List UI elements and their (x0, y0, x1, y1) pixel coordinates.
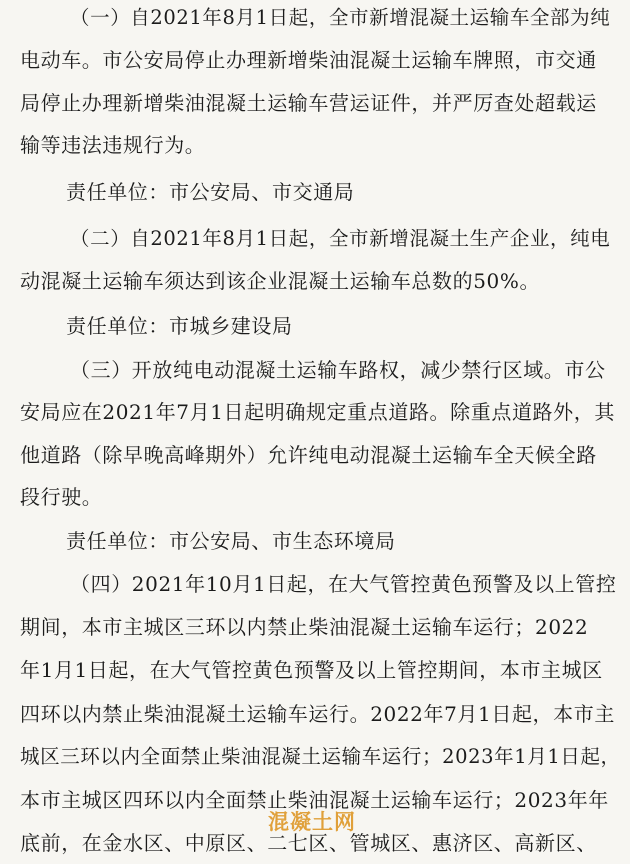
paragraph-1-line-1: （一）自2021年8月1日起，全市新增混凝土运输车全部为纯 (70, 6, 611, 29)
paragraph-4-line-4: 四环以内禁止柴油混凝土运输车运行。2022年7月1日起，本市主 (20, 702, 615, 726)
paragraph-2-line-1: （二）自2021年8月1日起，全市新增混凝土生产企业，纯电 (70, 227, 611, 250)
paragraph-3-line-2: 安局应在2021年7月1日起明确规定重点道路。除重点道路外，其 (20, 400, 615, 424)
paragraph-1-line-4: 输等违法违规行为。 (20, 133, 206, 157)
responsible-unit-3: 责任单位：市公安局、市生态环境局 (66, 529, 396, 553)
paragraph-3-line-3: 他道路（除早晚高峰期外）允许纯电动混凝土运输车全天候全路 (20, 443, 597, 467)
responsible-unit-2: 责任单位：市城乡建设局 (66, 314, 293, 338)
paragraph-3-line-1: （三）开放纯电动混凝土运输车路权，减少禁行区域。市公 (70, 358, 606, 382)
watermark-logo: 混凝土网 (268, 810, 356, 834)
responsible-unit-1: 责任单位：市公安局、市交通局 (66, 180, 355, 204)
paragraph-4-line-7: 底前，在金水区、中原区、二七区、管城区、惠济区、高新区、 (20, 831, 597, 855)
paragraph-4-line-6: 本市主城区四环以内全面禁止柴油混凝土运输车运行；2023年年 (20, 788, 609, 812)
paragraph-3-line-4: 段行驶。 (20, 485, 103, 509)
paragraph-2-line-2: 动混凝土运输车须达到该企业混凝土运输车总数的50%。 (20, 269, 541, 293)
paragraph-1-line-3: 局停止办理新增柴油混凝土运输车营运证件，并严厉查处超载运 (20, 91, 597, 115)
paragraph-1-line-2: 电动车。市公安局停止办理新增柴油混凝土运输车牌照，市交通 (20, 48, 597, 72)
paragraph-4-line-2: 期间，本市主城区三环以内禁止柴油混凝土运输车运行；2022 (20, 615, 589, 639)
paragraph-4-line-5: 城区三环以内全面禁止柴油混凝土运输车运行；2023年1月1日起， (20, 745, 621, 768)
paragraph-4-line-3: 年1月1日起，在大气管控黄色预警及以上管控期间，本市主城区 (20, 658, 603, 682)
paragraph-4-line-1: （四）2021年10月1日起，在大气管控黄色预警及以上管控 (70, 572, 617, 596)
